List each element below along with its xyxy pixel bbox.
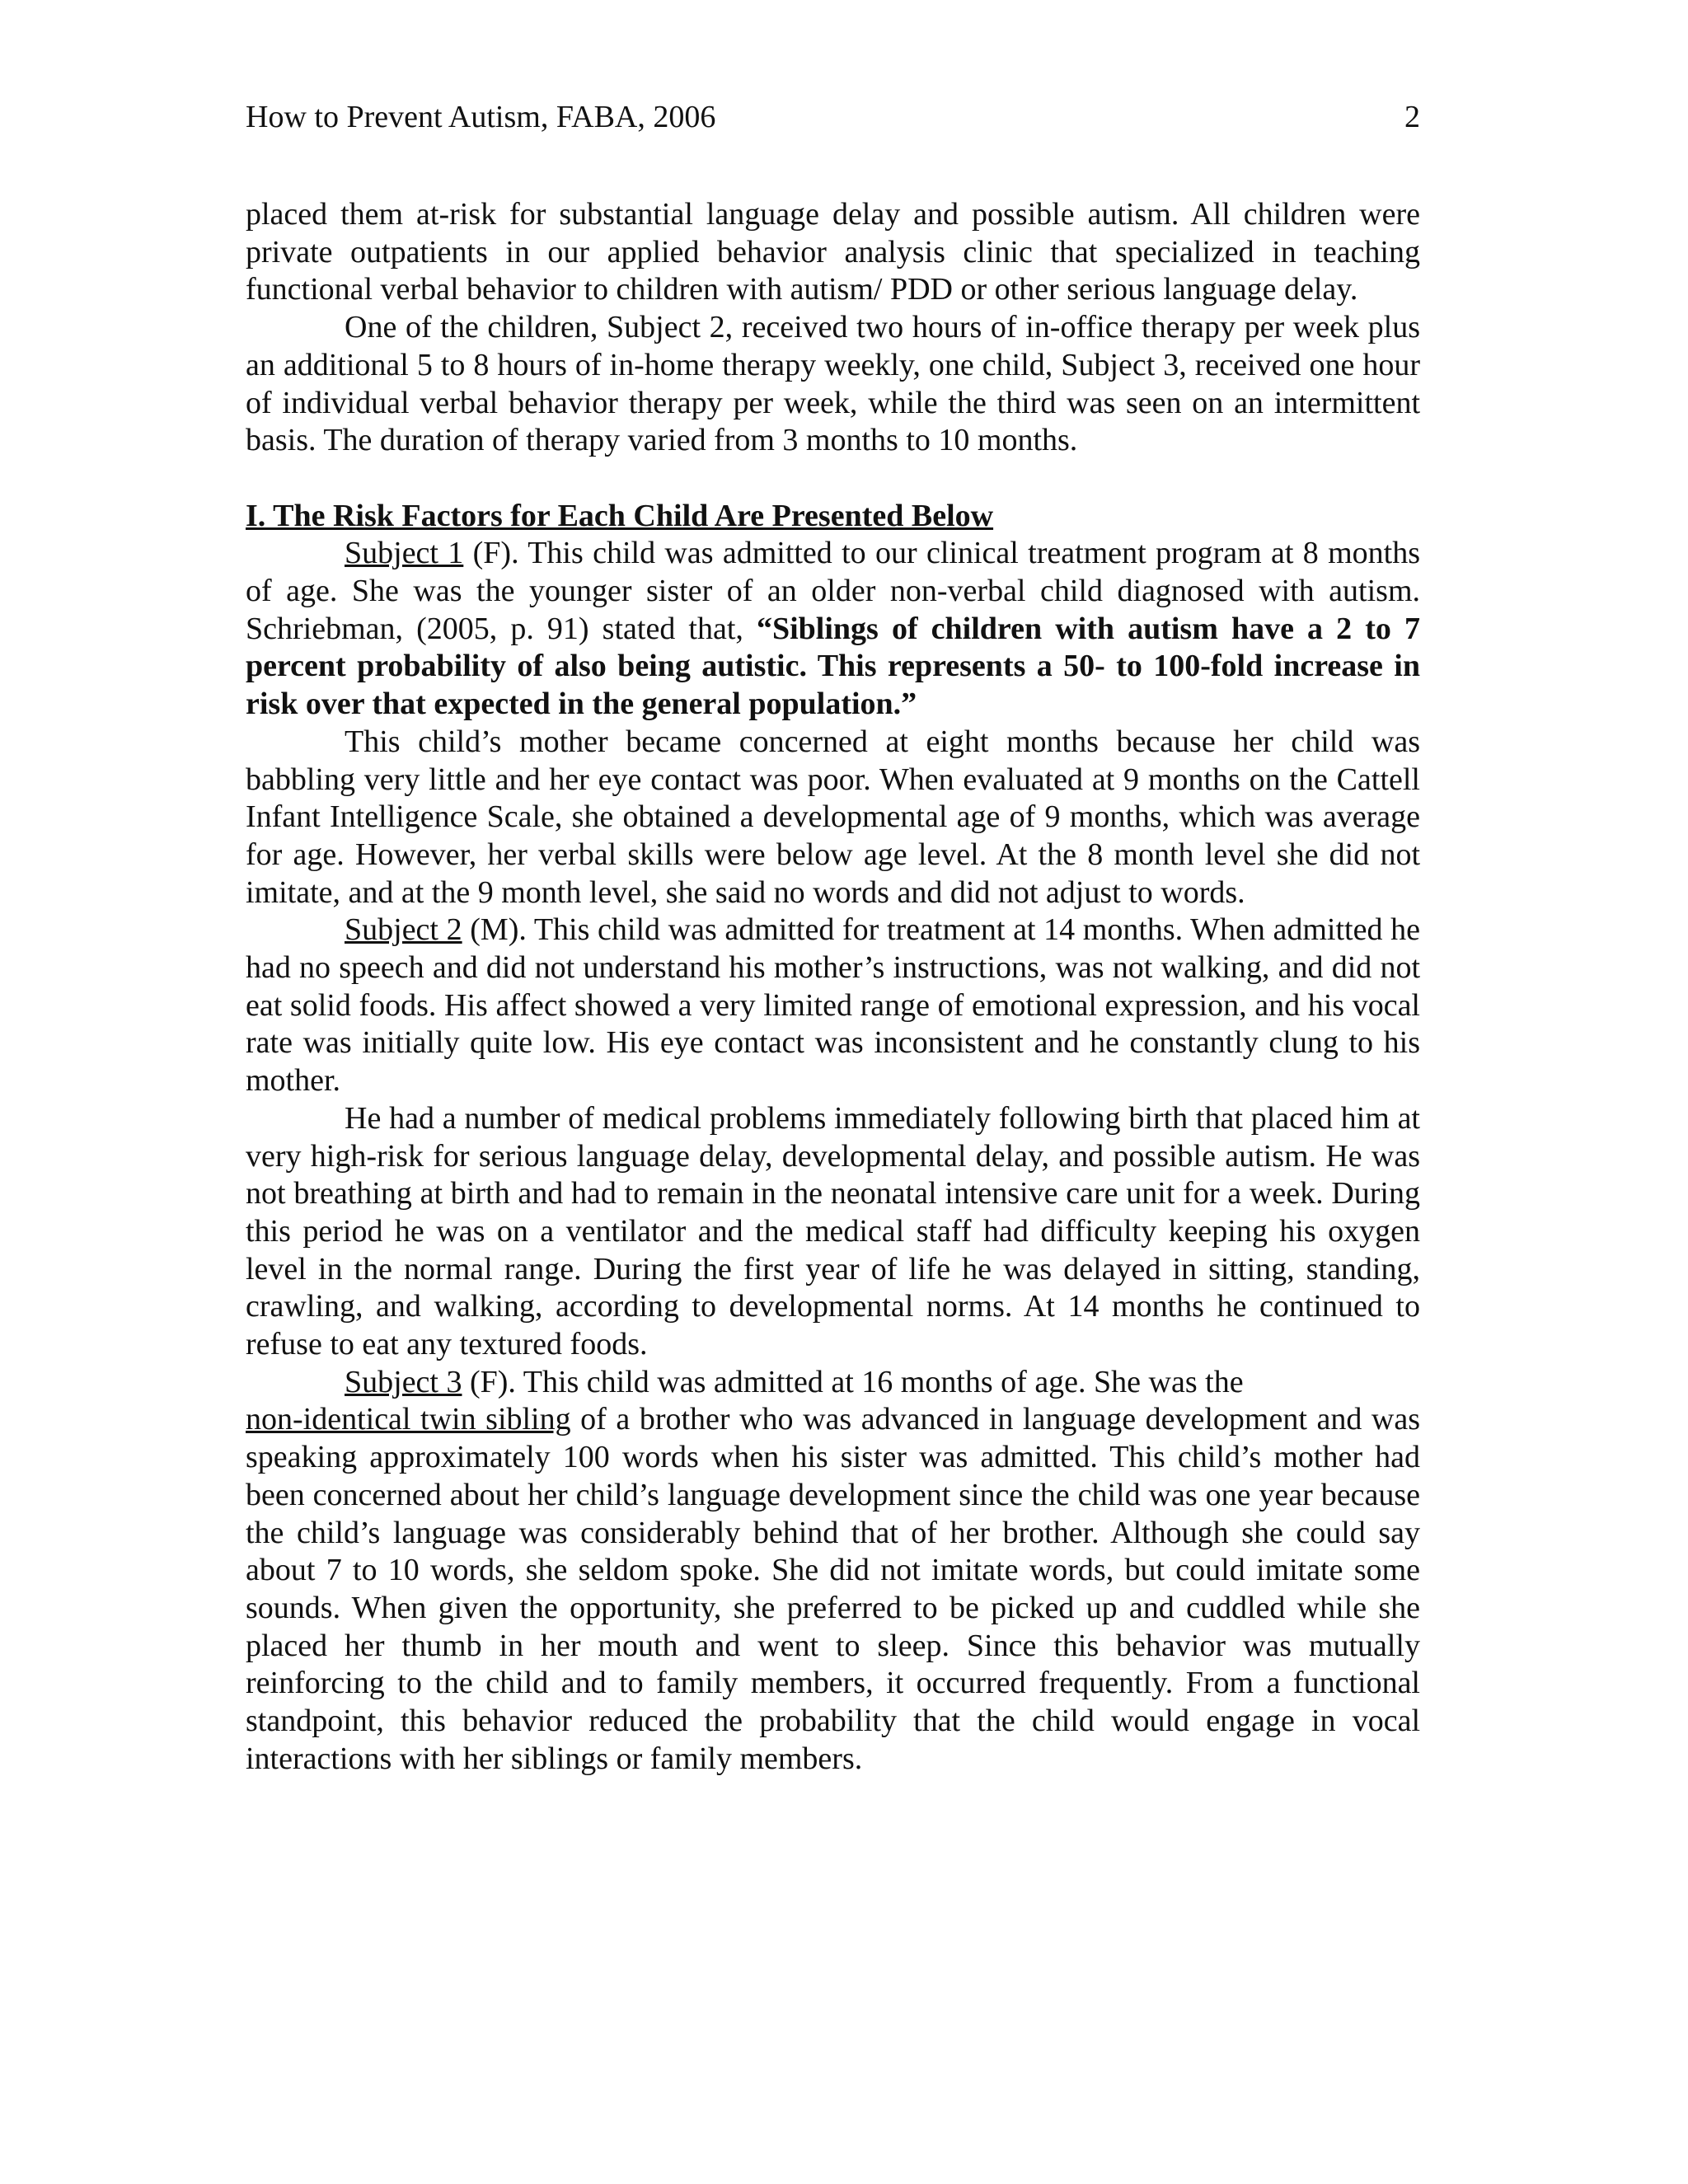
subject2-label: Subject 2 bbox=[345, 912, 462, 948]
subject1-paragraph-2: This child’s mother became concerned at eight months because her child was babbling very little and her eye contact was poor. When evaluated at 9 months on the Cattell Infant Intelligence Scale, she obtained a developmental age of 9 months, which was average for age. However, her verbal skills were below age level. At the 8 month level she did not imitate, and at the 9 month level, she said no words and did not adjust to words. bbox=[246, 724, 1420, 910]
subject3-lead: (F). This child was admitted at 16 months of age. She was the bbox=[462, 1364, 1244, 1399]
subject2-paragraph-2: He had a number of medical problems immediately following birth that placed him at very high-risk for serious language delay, developmental delay, and possible autism. He was not breathing at birth and had to remain in the neonatal intensive care unit for a week. During this period he was on a ventilator and the medical staff had difficulty keeping his oxygen level in the normal range. During the first year of life he was delayed in sitting, standing, crawling, and walking, according to developmental norms. At 14 months he continued to refuse to eat any textured foods. bbox=[246, 1100, 1420, 1362]
subject3-rest: of a brother who was advanced in language development and was speaking approximately 100 words when his sister was admitted. This child’s mother had been concerned about her child’s language development since the child was one year because the child’s language was considerably behind that of her brother. Although she could say about 7 to 10 words, she seldom spoke. She did not imitate words, but could imitate some sounds. When given the opportunity, she preferred to be picked up and cuddled while she placed her thumb in her mouth and went to sleep. Since this behavior was mutually reinforcing to the child and to family members, it occurred frequently. From a functional standpoint, this behavior reduced the probability that the child would engage in vocal interactions with her siblings or family members. bbox=[246, 1402, 1420, 1776]
subject1-label: Subject 1 bbox=[345, 536, 464, 571]
page-number: 2 bbox=[1404, 100, 1420, 134]
subject2-lead: (M). This child was admitted for treatment at 14 months. When admitted he had no speech and did not understand his mother’s instructions, was not walking, and did not eat solid foods. His affect showed a very limited range of emotional expression, and his vocal rate was initially quite low. His eye contact was inconsistent and he constantly clung to his mother. bbox=[246, 912, 1420, 1099]
subject1-lead: (F). This child was admitted to our clinical treatment program at 8 months of age. She was the younger sister of an older non-verbal child diagnosed with autism. Schriebman, (2005, p. 91) stated that, bbox=[246, 536, 1420, 646]
subject3-paragraph-body bbox=[246, 1401, 1420, 1778]
paragraph-therapy: One of the children, Subject 2, received two hours of in-office therapy per week plus an additional 5 to 8 hours of in-home therapy weekly, one child, Subject 3, received one hour of individual verbal behavior therapy per week, while the third was seen on an intermittent basis. The duration of therapy varied from 3 months to 10 months. bbox=[246, 310, 1420, 458]
subject2-paragraph bbox=[246, 912, 1420, 1100]
page-header bbox=[246, 99, 1420, 136]
section-heading: I. The Risk Factors for Each Child Are Presented Below bbox=[246, 498, 994, 533]
subject1-quote: “Siblings of children with autism have a 2 to 7 percent probability of also being autistic. This represents a 50- to 100-fold increase in risk over that expected in the general population.” bbox=[246, 611, 1420, 722]
subject3-paragraph-line1 bbox=[246, 1364, 1420, 1402]
subject3-label: Subject 3 bbox=[345, 1364, 462, 1399]
subject1-paragraph bbox=[246, 535, 1420, 724]
paragraph-intro-continuation: placed them at-risk for substantial language delay and possible autism. All children were private outpatients in our applied behavior analysis clinic that specialized in teaching functional verbal behavior to children with autism/ PDD or other serious language delay. bbox=[246, 197, 1420, 307]
subject3-twin-label: non-identical twin sibling bbox=[246, 1402, 571, 1437]
running-title: How to Prevent Autism, FABA, 2006 bbox=[246, 100, 716, 134]
section-spacer bbox=[246, 460, 1420, 498]
document-page bbox=[246, 99, 1420, 1779]
